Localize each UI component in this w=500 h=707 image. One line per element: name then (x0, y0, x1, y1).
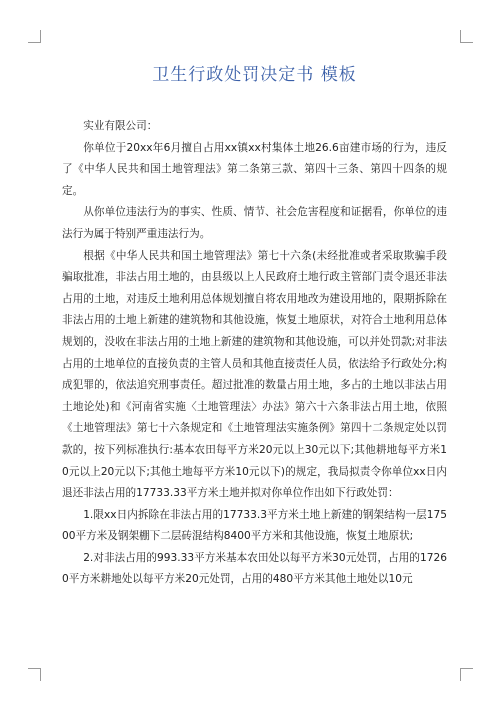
penalty-item-2: 2.对非法占用的993.33平方米基本农田处以每平方米30元处罚，占用的17260平方米耕地处以每平方米20元处罚，占用的480平方米其他土地处以10元 (62, 551, 447, 586)
crop-mark-top-left (28, 30, 41, 43)
paragraph-severity: 从你单位违法行为的事实、性质、情节、社会危害程度和证据看，你单位的违法行为属于特别严重违法行为。 (62, 206, 447, 240)
document-body (62, 64, 447, 591)
crop-mark-top-right (460, 30, 473, 43)
penalty-item-1: 1.限xx日内拆除在非法占用的17733.3平方米土地上新建的钢架结构一层17500平方米及钢架棚下二层砖混结构8400平方米和其他设施，恢复土地原状; (62, 508, 447, 543)
crop-mark-bottom-right (460, 668, 473, 681)
paragraph-violation: 你单位于20xx年6月擅自占用xx镇xx村集体土地26.6亩建市场的行为，违反了《中华人民共和国土地管理法》第二条第三款、第四十三条、第四十四条的规定。 (62, 141, 447, 197)
document-title: 卫生行政处罚决定书 模板 (152, 65, 357, 85)
salutation: 实业有限公司： (83, 120, 158, 132)
crop-mark-bottom-left (28, 668, 41, 681)
paragraph-legal-basis: 根据《中华人民共和国土地管理法》第七十六条(未经批准或者采取欺骗手段骗取批准，非法占用土地的，由县级以上人民政府土地行政主管部门责令退还非法占用的土地，对违反土地利用总体规划擅自将农用地改为建设用地的，限期拆除在非法占用的土地上新建的建筑物和其他设施，恢复土地原状，对符合土地利用总体规划的，没收在非法占用的土地上新建的建筑物和其他设施，可以并处罚款;对非法占用的土地单位的直接负责的主管人员和其他直接责任人员，依法给予行政处分;构成犯罪的，依法追究刑事责任。超过批准的数量占用土地，多占的土地以非法占用土地论处)和《河南省实施〈土地管理法〉办法》第六十六条非法占用土地，依照《土地管理法》第七十六条规定和《土地管理法实施条例》第四十二条规定处以罚款的，按下列标准执行:基本农田每平方米20元以上30元以下;其他耕地每平方米10元以上20元以下;其他土地每平方米10元以下)的规定，我局拟责令你单位xx日内退还非法占用的17733.33平方米土地并拟对你单位作出如下行政处罚： (62, 249, 447, 500)
